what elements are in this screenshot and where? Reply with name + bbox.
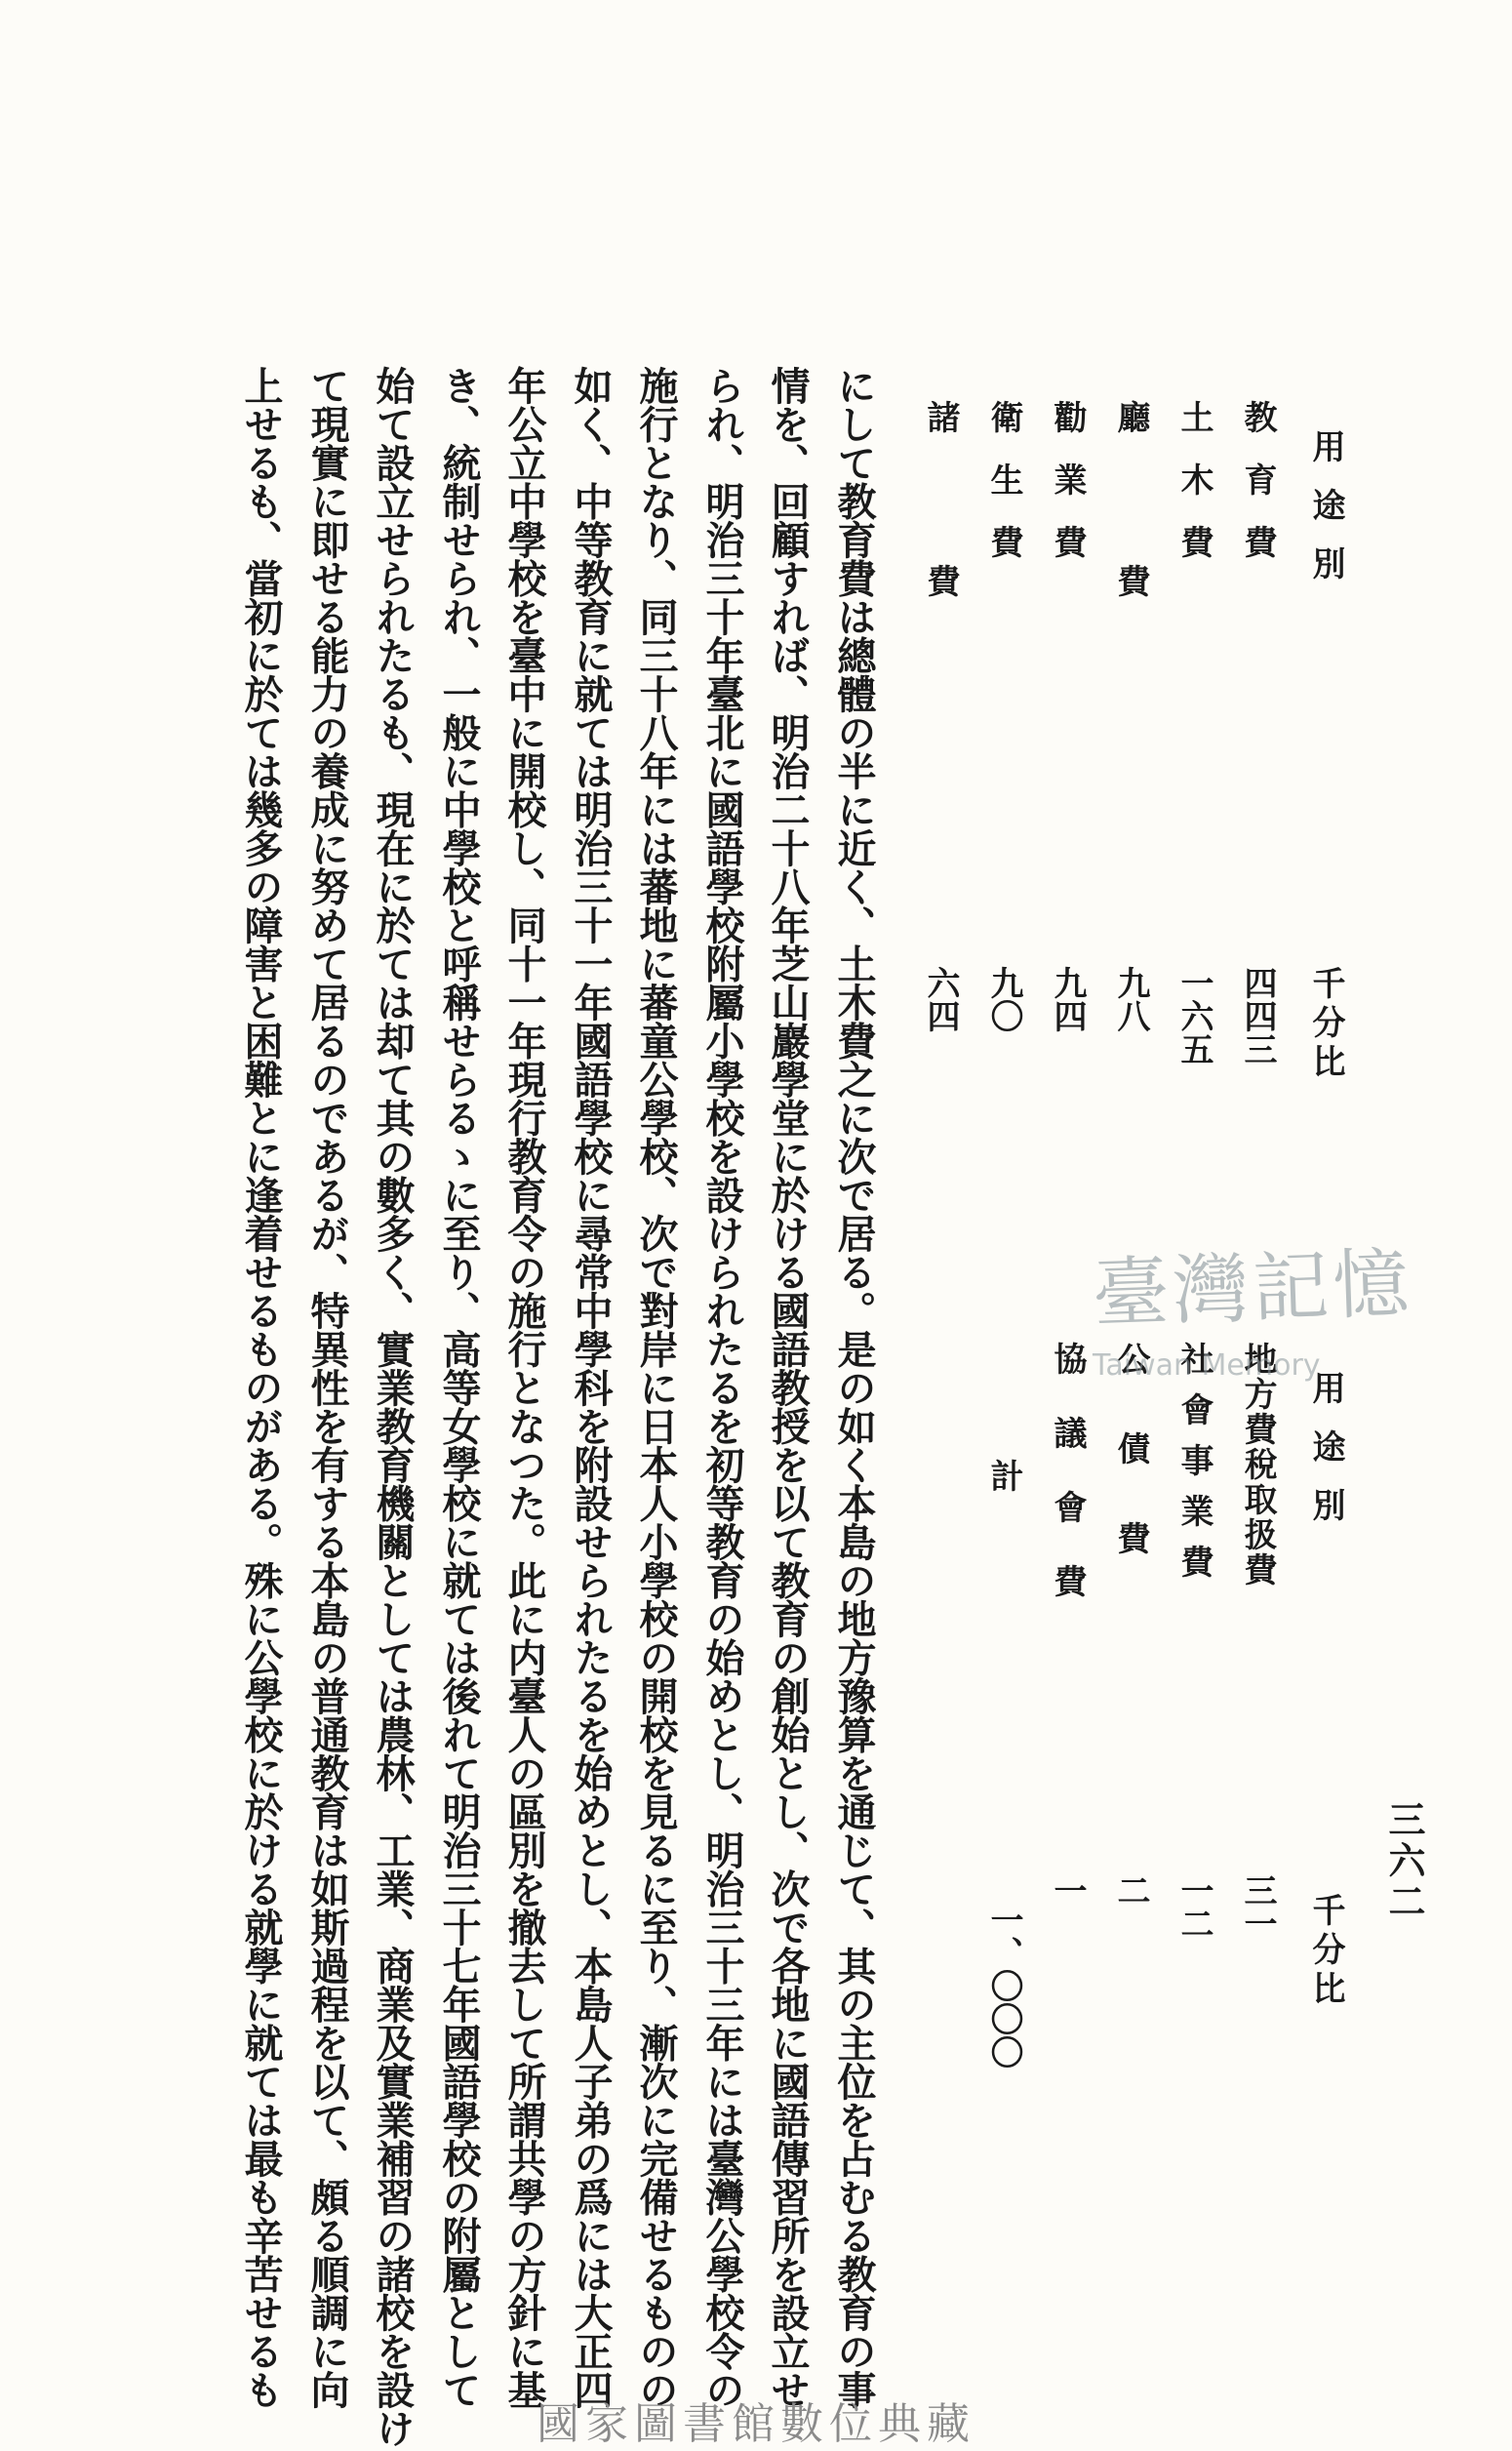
table-left-label: 勸業費	[1048, 400, 1087, 587]
library-footer: 國家圖書館數位典藏	[537, 2399, 975, 2449]
table-header-ratio-right: 千分比	[1306, 1893, 1345, 2010]
table-left-value: 九〇	[984, 966, 1023, 1032]
table-right-label: 社會事業費	[1174, 1342, 1214, 1595]
table-left-value: 四四三	[1238, 966, 1277, 1065]
table-left-value: 九八	[1111, 966, 1150, 1032]
table-total-label: 計	[984, 1459, 1023, 1492]
table-left-value: 一六五	[1174, 966, 1214, 1065]
table-left-label: 土木費	[1174, 400, 1214, 587]
body-line: られ、明治三十年臺北に國語學校附屬小學校を設けられたるを初等教育の始めとし、明治三十三年には臺灣公學校令の	[699, 366, 745, 2409]
taiwan-memory-watermark	[1091, 1229, 1414, 1425]
page-number: 三六二	[1382, 1800, 1426, 1923]
body-line: 年公立中學校を臺中に開校し、同十一年現行教育令の施行となつた。此に内臺人の區別を撤去して所謂共學の方針に基	[501, 366, 547, 2409]
table-left-label: 廳費	[1111, 400, 1150, 728]
table-right-label: 協議會費	[1048, 1342, 1087, 1638]
body-line: 上せるも、當初に於ては幾多の障害と困難とに逢着せるものがある。殊に公學校に於ける就學に就ては最も辛苦せるも	[238, 366, 284, 2409]
table-right-value: 一	[1048, 1873, 1087, 1907]
body-line: にして教育費は總體の半に近く、土木費之に次で居る。是の如く本島の地方豫算を通じて、其の主位を占むる教育の事	[831, 366, 877, 2409]
body-line: 情を、回顧すれば、明治二十八年芝山巖學堂に於ける國語教授を以て教育の創始とし、次で各地に國語傳習所を設立せ	[765, 366, 811, 2409]
table-header-ratio-left: 千分比	[1306, 966, 1345, 1083]
table-left-label: 諸費	[921, 400, 960, 728]
table-left-label: 教育費	[1238, 400, 1277, 587]
table-left-value: 九四	[1048, 966, 1087, 1032]
table-right-label: 公債費	[1111, 1342, 1150, 1611]
body-line: て現實に即せる能力の養成に努めて居るのであるが、特異性を有する本島の普通教育は如斯過程を以て、頗る順調に向	[304, 366, 350, 2409]
table-right-label: 地方費稅取扱費	[1238, 1342, 1277, 1587]
table-left-value: 六四	[921, 966, 960, 1032]
body-line: 始て設立せられたるも、現在に於ては却て其の數多く、實業教育機關としては農林、工業、商業及實業補習の諸校を設け	[370, 366, 416, 2447]
table-right-value: 三一	[1238, 1873, 1277, 1940]
table-left-label: 衛生費	[984, 400, 1023, 587]
body-line: き、統制せられ、一般に中學校と呼稱せらるゝに至り、高等女學校に就ては後れて明治三十七年國語學校の附屬として	[436, 366, 482, 2409]
watermark-title: 臺灣記憶	[1091, 1239, 1414, 1340]
table-total-value: 一、〇〇〇	[984, 1903, 1023, 2069]
table-right-value: 一二	[1174, 1873, 1214, 1940]
body-line: 如く、中等教育に就ては明治三十一年國語學校に尋常中學科を附設せられたるを始めとし、本島人子弟の爲には大正四	[568, 366, 614, 2409]
body-line: 施行となり、同三十八年には蕃地に蕃童公學校、次で對岸に日本人小學校の開校を見るに至り、漸次に完備せるものの	[633, 366, 679, 2409]
watermark-subtitle: Taiwan Memory	[1093, 1348, 1321, 1383]
table-header-purpose-left: 用途別	[1306, 429, 1345, 605]
table-right-value: 二	[1111, 1873, 1150, 1907]
table-header-purpose-right: 用途別	[1306, 1371, 1345, 1547]
